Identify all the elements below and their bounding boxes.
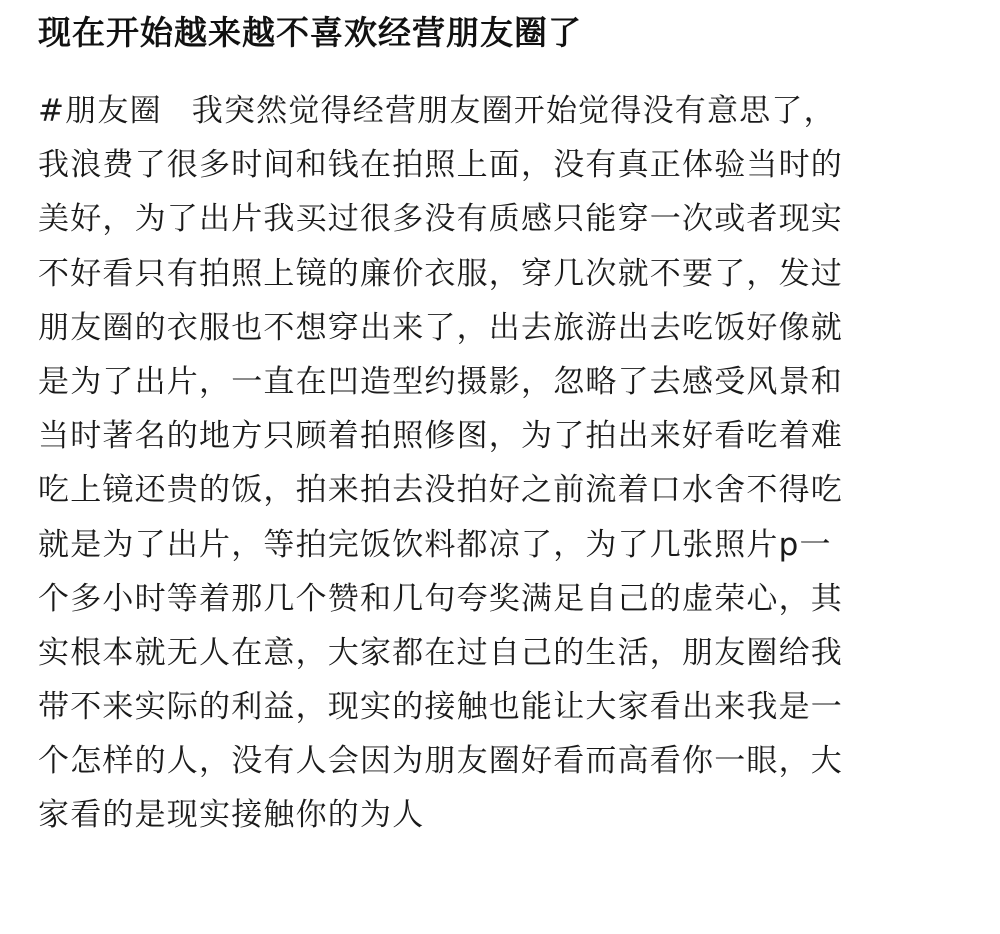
post-text-line: 带不来实际的利益，现实的接触也能让大家看出来我是一 bbox=[38, 689, 843, 726]
post-text-line: 个多小时等着那几个赞和几句夸奖满足自己的虚荣心，其 bbox=[38, 580, 843, 617]
post-text-line: 个怎样的人，没有人会因为朋友圈好看而高看你一眼，大 bbox=[38, 743, 843, 780]
post-text-line: 我浪费了很多时间和钱在拍照上面，没有真正体验当时的 bbox=[38, 147, 843, 184]
post-text-line: 就是为了出片，等拍完饭饮料都凉了，为了几张照片p一 bbox=[38, 526, 832, 563]
hashtag-link[interactable]: #朋友圈 bbox=[38, 93, 162, 129]
post-first-line bbox=[38, 84, 968, 138]
post-text-line: 朋友圈的衣服也不想穿出来了，出去旅游出去吃饭好像就 bbox=[38, 309, 843, 346]
post-text-line: 是为了出片，一直在凹造型约摄影，忽略了去感受风景和 bbox=[38, 363, 843, 400]
post-text-line: 当时著名的地方只顾着拍照修图，为了拍出来好看吃着难 bbox=[38, 418, 843, 455]
post-text-line: 我突然觉得经营朋友圈开始觉得没有意思了， bbox=[191, 93, 836, 129]
post-text-line: 吃上镜还贵的饭，拍来拍去没拍好之前流着口水舍不得吃 bbox=[38, 472, 843, 509]
post-text-line: 不好看只有拍照上镜的廉价衣服，穿几次就不要了，发过 bbox=[38, 255, 843, 292]
post-container bbox=[38, 0, 968, 934]
post-text-line: 美好，为了出片我买过很多没有质感只能穿一次或者现实 bbox=[38, 201, 843, 238]
post-body bbox=[38, 84, 968, 843]
post-title: 现在开始越来越不喜欢经营朋友圈了 bbox=[38, 13, 582, 52]
post-text-line: 实根本就无人在意，大家都在过自己的生活，朋友圈给我 bbox=[38, 634, 843, 671]
post-text-line: 家看的是现实接触你的为人 bbox=[38, 797, 425, 834]
